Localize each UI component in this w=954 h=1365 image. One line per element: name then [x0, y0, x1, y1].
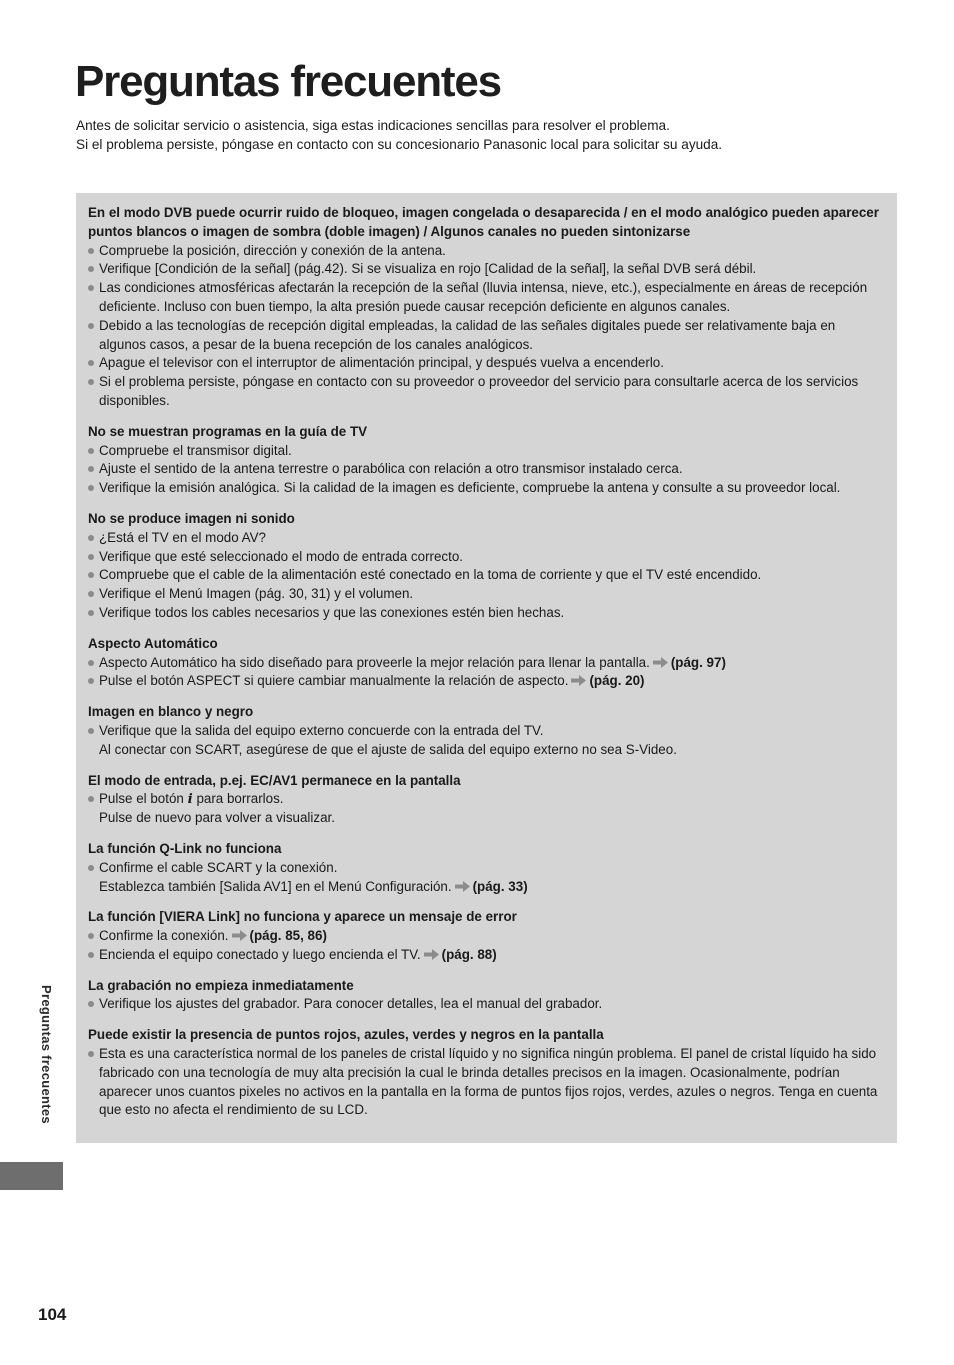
sidebar-section-label: Preguntas frecuentes [39, 985, 54, 1124]
page-reference: (pág. 33) [472, 878, 528, 894]
faq-item-text: Verifique todos los cables necesarios y que las conexiones estén bien hechas. [99, 604, 565, 620]
faq-section [88, 423, 885, 498]
faq-item-text: Verifique los ajustes del grabador. Para conocer detalles, lea el manual del grabador. [99, 996, 603, 1012]
faq-section [88, 977, 885, 1015]
faq-item-text: Aspecto Automático ha sido diseñado para proveerle la mejor relación para llenar la pantalla. [99, 654, 650, 670]
faq-item-text: Pulse el botón [99, 791, 184, 807]
faq-item-text: Confirme la conexión. [99, 928, 229, 944]
bullet-dot-icon [88, 865, 94, 871]
bullet-dot-icon [88, 360, 94, 366]
bullet-dot-icon [88, 728, 94, 734]
faq-item [88, 460, 885, 479]
faq-item-text: Pulse de nuevo para volver a visualizar. [99, 810, 335, 826]
faq-item [88, 859, 885, 878]
faq-section [88, 772, 885, 828]
bullet-dot-icon [88, 448, 94, 454]
faq-item-text: Compruebe el transmisor digital. [99, 442, 292, 458]
info-i-icon: i [187, 791, 193, 808]
faq-item-continuation [88, 878, 885, 897]
faq-item-text: Establezca también [Salida AV1] en el Menú Configuración. [99, 878, 452, 894]
faq-item-continuation [88, 809, 885, 828]
bullet-dot-icon [88, 466, 94, 472]
faq-item-text: Verifique el Menú Imagen (pág. 30, 31) y el volumen. [99, 586, 414, 602]
bullet-dot-icon [88, 610, 94, 616]
bullet-dot-icon [88, 796, 94, 802]
arrow-right-icon [653, 657, 669, 668]
faq-section [88, 204, 885, 411]
intro-text [76, 117, 916, 154]
faq-item-text: ¿Está el TV en el modo AV? [99, 529, 266, 545]
faq-item-continuation [88, 741, 885, 760]
faq-section [88, 510, 885, 623]
faq-item-text: Verifique que la salida del equipo externo concuerde con la entrada del TV. [99, 722, 544, 738]
faq-heading: No se produce imagen ni sonido [88, 510, 295, 526]
page-reference: (pág. 88) [441, 946, 497, 962]
faq-item [88, 260, 885, 279]
faq-item-text: Verifique que esté seleccionado el modo de entrada correcto. [99, 548, 464, 564]
faq-heading: No se muestran programas en la guía de TV [88, 423, 368, 439]
faq-heading: Imagen en blanco y negro [88, 704, 254, 720]
faq-item-text: Las condiciones atmosféricas afectarán la recepción de la señal (lluvia intensa, nieve, etc.), especialmente en áreas de recepción deficiente. Incluso con buen tiempo, la alta presión puede causar recepción deficiente en algunos canales. [99, 280, 868, 314]
bullet-dot-icon [88, 933, 94, 939]
faq-item [88, 946, 885, 965]
faq-item-text: Debido a las tecnologías de recepción digital empleadas, la calidad de las señales digitales puede ser relativamente baja en algunos casos, a pesar de la buena recepción de los canales analógicos. [99, 317, 836, 352]
faq-heading: Aspecto Automático [88, 635, 218, 651]
bullet-dot-icon [88, 678, 94, 684]
faq-item [88, 354, 885, 373]
faq-heading: La función [VIERA Link] no funciona y aparece un mensaje de error [88, 909, 517, 925]
faq-heading: La función Q-Link no funciona [88, 840, 282, 856]
faq-heading: Puede existir la presencia de puntos rojos, azules, verdes y negros en la pantalla [88, 1027, 604, 1043]
faq-heading: En el modo DVB puede ocurrir ruido de bloqueo, imagen congelada o desaparecida / en el modo analógico pueden aparecer puntos blancos o imagen de sombra (doble imagen) / Algunos canales no pueden sintonizarse [88, 205, 879, 239]
faq-item-text: Esta es una característica normal de los paneles de cristal líquido y no significa ningún problema. El panel de cristal líquido ha sido fabricado con una tecnología de muy alta precisión la cual le brinda detalles precisos en la imagen. Ocasionalmente, podrían aparecer unos cuantos pixeles no activos en la pantalla en la forma de puntos fijos rojos, verdes, azules o negros. Tenga en cuenta que esto no afecta el rendimiento de su LCD. [99, 1046, 878, 1118]
bullet-dot-icon [88, 285, 94, 291]
bullet-dot-icon [88, 572, 94, 578]
faq-item-text: Compruebe que el cable de la alimentación esté conectado en la toma de corriente y que el TV esté encendido. [99, 567, 762, 583]
faq-item [88, 548, 885, 567]
intro-line: Si el problema persiste, póngase en contacto con su concesionario Panasonic local para solicitar su ayuda. [76, 136, 723, 152]
faq-item [88, 566, 885, 585]
faq-item [88, 529, 885, 548]
faq-item [88, 722, 885, 741]
bullet-dot-icon [88, 323, 94, 329]
faq-item-text: Encienda el equipo conectado y luego encienda el TV. [99, 946, 421, 962]
bullet-dot-icon [88, 535, 94, 541]
page-reference: (pág. 97) [670, 654, 726, 670]
intro-line: Antes de solicitar servicio o asistencia, siga estas indicaciones sencillas para resolver el problema. [76, 118, 670, 133]
faq-item [88, 672, 885, 691]
faq-item [88, 585, 885, 604]
bullet-dot-icon [88, 591, 94, 597]
faq-item-text: para borrarlos. [196, 791, 284, 807]
bullet-dot-icon [88, 1051, 94, 1057]
bullet-dot-icon [88, 952, 94, 958]
arrow-right-icon [424, 949, 440, 960]
faq-item-text: Verifique [Condición de la señal] (pág.42). Si se visualiza en rojo [Calidad de la señal], la señal DVB será débil. [99, 261, 757, 277]
page-reference: (pág. 20) [589, 673, 645, 689]
faq-panel [76, 193, 897, 1143]
arrow-right-icon [571, 675, 587, 686]
bullet-dot-icon [88, 485, 94, 491]
faq-item-text: Ajuste el sentido de la antena terrestre o parabólica con relación a otro transmisor instalado cerca. [99, 461, 683, 477]
bullet-dot-icon [88, 660, 94, 666]
page-title: Preguntas frecuentes [75, 57, 501, 106]
bullet-dot-icon [88, 1001, 94, 1007]
bullet-dot-icon [88, 554, 94, 560]
faq-section [88, 635, 885, 691]
faq-item [88, 654, 885, 673]
faq-item [88, 317, 885, 355]
faq-item [88, 995, 885, 1014]
faq-item-text: Compruebe la posición, dirección y conexión de la antena. [99, 242, 446, 258]
faq-section [88, 1026, 885, 1120]
faq-section [88, 703, 885, 759]
faq-item [88, 242, 885, 261]
faq-item [88, 790, 885, 809]
arrow-right-icon [232, 930, 248, 941]
faq-item [88, 279, 885, 317]
faq-item-text: Confirme el cable SCART y la conexión. [99, 859, 338, 875]
bullet-dot-icon [88, 248, 94, 254]
faq-item-text: Pulse el botón ASPECT si quiere cambiar manualmente la relación de aspecto. [99, 673, 569, 689]
faq-item-text: Al conectar con SCART, asegúrese de que el ajuste de salida del equipo externo no sea S-Video. [99, 741, 677, 757]
faq-item-text: Apague el televisor con el interruptor de alimentación principal, y después vuelva a encenderlo. [99, 355, 664, 371]
bullet-dot-icon [88, 379, 94, 385]
faq-item [88, 604, 885, 623]
faq-item-text: Si el problema persiste, póngase en contacto con su proveedor o proveedor del servicio para consultarle acerca de los servicios disponibles. [99, 374, 859, 408]
arrow-right-icon [455, 881, 471, 892]
faq-heading: La grabación no empieza inmediatamente [88, 977, 354, 993]
sidebar-tab-marker [0, 1162, 63, 1190]
faq-item [88, 373, 885, 411]
faq-item [88, 927, 885, 946]
bullet-dot-icon [88, 266, 94, 272]
faq-section [88, 908, 885, 964]
faq-heading: El modo de entrada, p.ej. EC/AV1 permanece en la pantalla [88, 772, 461, 788]
page-reference: (pág. 85, 86) [249, 928, 327, 944]
faq-item-text: Verifique la emisión analógica. Si la calidad de la imagen es deficiente, compruebe la antena y consulte a su proveedor local. [99, 480, 841, 496]
faq-item [88, 479, 885, 498]
faq-item [88, 1045, 885, 1120]
faq-section [88, 840, 885, 896]
page-number: 104 [38, 1305, 67, 1324]
faq-item [88, 442, 885, 461]
